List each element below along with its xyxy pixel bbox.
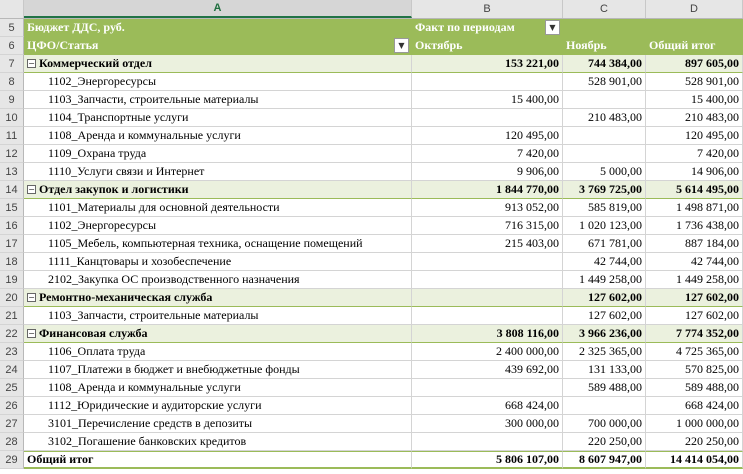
value-cell-b[interactable] <box>412 307 563 325</box>
row-label: 2102_Закупка ОС производственного назначения <box>48 272 300 286</box>
label-cell[interactable] <box>24 433 412 451</box>
value-cell-c[interactable]: 2 325 365,00 <box>563 343 646 361</box>
value-cell-c[interactable]: 744 384,00 <box>563 55 646 73</box>
pivot-header-row <box>0 37 743 55</box>
label-cell[interactable] <box>24 361 412 379</box>
columns-field-label: Факт по периодам <box>415 20 515 34</box>
value-cell-b[interactable] <box>412 109 563 127</box>
row-number[interactable]: 9 <box>0 91 24 109</box>
value-cell-b[interactable] <box>412 379 563 397</box>
row-label: 1105_Мебель, компьютерная техника, оснащение помещений <box>48 236 363 250</box>
value-cell-b[interactable]: 2 400 000,00 <box>412 343 563 361</box>
label-cell[interactable] <box>24 199 412 217</box>
row-number[interactable]: 21 <box>0 307 24 325</box>
value-cell-d[interactable]: 1 736 438,00 <box>646 217 743 235</box>
row-number[interactable]: 29 <box>0 451 24 469</box>
value-cell-b[interactable]: 439 692,00 <box>412 361 563 379</box>
row-label: 1110_Услуги связи и Интернет <box>48 164 205 178</box>
columns-filter-dropdown[interactable] <box>545 20 560 35</box>
grand-total-label: Общий итог <box>649 38 716 52</box>
row-number[interactable]: 20 <box>0 289 24 307</box>
value-cell-b[interactable] <box>412 73 563 91</box>
period-header-cell[interactable] <box>412 37 563 55</box>
table-row <box>0 217 743 235</box>
value-cell-b[interactable]: 3 808 116,00 <box>412 325 563 343</box>
table-row <box>0 235 743 253</box>
row-number[interactable]: 19 <box>0 271 24 289</box>
value-cell-d[interactable]: 7 774 352,00 <box>646 325 743 343</box>
value-cell-c[interactable]: 220 250,00 <box>563 433 646 451</box>
value-cell-c[interactable] <box>563 127 646 145</box>
value-cell-d[interactable]: 570 825,00 <box>646 361 743 379</box>
label-cell[interactable] <box>24 109 412 127</box>
rows-field-label: ЦФО/Статья <box>27 38 99 52</box>
value-cell-d[interactable]: 42 744,00 <box>646 253 743 271</box>
table-row <box>0 307 743 325</box>
value-cell-c[interactable]: 3 966 236,00 <box>563 325 646 343</box>
label-cell[interactable] <box>24 325 412 343</box>
row-number[interactable]: 12 <box>0 145 24 163</box>
row-number[interactable]: 23 <box>0 343 24 361</box>
table-row <box>0 343 743 361</box>
value-cell-b[interactable] <box>412 433 563 451</box>
value-cell-d[interactable]: 210 483,00 <box>646 109 743 127</box>
value-cell-b[interactable]: 120 495,00 <box>412 127 563 145</box>
value-cell-c[interactable]: 127 602,00 <box>563 289 646 307</box>
label-cell[interactable] <box>24 451 412 469</box>
label-cell[interactable] <box>24 55 412 73</box>
row-number[interactable]: 15 <box>0 199 24 217</box>
value-cell-d[interactable]: 14 414 054,00 <box>646 451 743 469</box>
label-cell[interactable] <box>24 91 412 109</box>
collapse-icon[interactable]: − <box>28 185 35 194</box>
label-cell[interactable] <box>24 379 412 397</box>
value-cell-d[interactable]: 220 250,00 <box>646 433 743 451</box>
group-row <box>0 325 743 343</box>
value-cell-b[interactable]: 215 403,00 <box>412 235 563 253</box>
row-number[interactable]: 25 <box>0 379 24 397</box>
row-label: Отдел закупок и логистики <box>39 182 189 196</box>
label-cell[interactable] <box>24 253 412 271</box>
select-all-corner[interactable] <box>0 0 24 18</box>
table-row <box>0 145 743 163</box>
row-number[interactable]: 11 <box>0 127 24 145</box>
value-cell-d[interactable]: 897 605,00 <box>646 55 743 73</box>
row-label: 1102_Энергоресурсы <box>48 74 157 88</box>
table-row <box>0 253 743 271</box>
table-row <box>0 199 743 217</box>
row-number[interactable]: 24 <box>0 361 24 379</box>
value-cell-d[interactable]: 5 614 495,00 <box>646 181 743 199</box>
table-row <box>0 271 743 289</box>
period-header-cell[interactable] <box>563 37 646 55</box>
value-cell-c[interactable]: 671 781,00 <box>563 235 646 253</box>
label-cell[interactable] <box>24 289 412 307</box>
value-cell-d[interactable]: 1 498 871,00 <box>646 199 743 217</box>
table-row <box>0 379 743 397</box>
value-cell-c[interactable]: 127 602,00 <box>563 307 646 325</box>
grand-total-row <box>0 451 743 469</box>
row-number[interactable]: 13 <box>0 163 24 181</box>
value-cell-b[interactable]: 913 052,00 <box>412 199 563 217</box>
row-label: 1108_Аренда и коммунальные услуги <box>48 128 241 142</box>
row-label: 1103_Запчасти, строительные материалы <box>48 308 259 322</box>
row-label: 1103_Запчасти, строительные материалы <box>48 92 259 106</box>
row-number[interactable]: 22 <box>0 325 24 343</box>
row-number[interactable]: 17 <box>0 235 24 253</box>
table-row <box>0 163 743 181</box>
value-cell-d[interactable]: 4 725 365,00 <box>646 343 743 361</box>
value-cell-b[interactable]: 716 315,00 <box>412 217 563 235</box>
value-cell-c[interactable]: 589 488,00 <box>563 379 646 397</box>
pivot-title-cell[interactable] <box>24 19 412 37</box>
value-cell-d[interactable]: 1 449 258,00 <box>646 271 743 289</box>
value-cell-b[interactable]: 5 806 107,00 <box>412 451 563 469</box>
value-cell-c[interactable]: 700 000,00 <box>563 415 646 433</box>
row-number[interactable]: 5 <box>0 19 24 37</box>
header-cell[interactable] <box>563 19 646 37</box>
table-row <box>0 109 743 127</box>
period-label: Октябрь <box>415 38 463 52</box>
value-cell-c[interactable] <box>563 145 646 163</box>
value-cell-c[interactable]: 210 483,00 <box>563 109 646 127</box>
group-row <box>0 181 743 199</box>
row-label: Ремонтно-механическая служба <box>39 290 213 304</box>
row-number[interactable]: 28 <box>0 433 24 451</box>
label-cell[interactable] <box>24 343 412 361</box>
value-cell-b[interactable]: 7 420,00 <box>412 145 563 163</box>
value-cell-b[interactable]: 9 906,00 <box>412 163 563 181</box>
value-cell-c[interactable]: 528 901,00 <box>563 73 646 91</box>
value-cell-d[interactable]: 120 495,00 <box>646 127 743 145</box>
value-cell-d[interactable]: 589 488,00 <box>646 379 743 397</box>
value-cell-b[interactable] <box>412 253 563 271</box>
value-cell-c[interactable]: 585 819,00 <box>563 199 646 217</box>
chevron-down-icon: ▼ <box>398 41 405 50</box>
label-cell[interactable] <box>24 73 412 91</box>
collapse-icon[interactable]: − <box>28 329 35 338</box>
column-headers <box>0 0 743 19</box>
columns-field-cell[interactable] <box>412 19 563 37</box>
header-cell[interactable] <box>646 19 743 37</box>
pivot-header-row <box>0 19 743 37</box>
row-number[interactable]: 14 <box>0 181 24 199</box>
value-cell-c[interactable]: 131 133,00 <box>563 361 646 379</box>
value-cell-c[interactable]: 42 744,00 <box>563 253 646 271</box>
rows-filter-dropdown[interactable] <box>394 38 409 53</box>
value-cell-c[interactable]: 1 449 258,00 <box>563 271 646 289</box>
collapse-icon[interactable]: − <box>28 59 35 68</box>
label-cell[interactable] <box>24 307 412 325</box>
group-row <box>0 289 743 307</box>
row-label: Общий итог <box>27 452 94 466</box>
value-cell-b[interactable]: 153 221,00 <box>412 55 563 73</box>
value-cell-d[interactable]: 1 000 000,00 <box>646 415 743 433</box>
table-row <box>0 127 743 145</box>
row-label: Коммерческий отдел <box>39 56 152 70</box>
label-cell[interactable] <box>24 397 412 415</box>
value-cell-d[interactable]: 528 901,00 <box>646 73 743 91</box>
row-label: 1107_Платежи в бюджет и внебюджетные фонды <box>48 362 300 376</box>
row-label: 1111_Канцтовары и хозобеспечение <box>48 254 232 268</box>
row-label: 3102_Погашение банковских кредитов <box>48 434 247 448</box>
value-cell-d[interactable]: 7 420,00 <box>646 145 743 163</box>
row-number[interactable]: 10 <box>0 109 24 127</box>
value-cell-c[interactable] <box>563 397 646 415</box>
value-cell-d[interactable]: 887 184,00 <box>646 235 743 253</box>
value-cell-b[interactable] <box>412 289 563 307</box>
row-label: 1102_Энергоресурсы <box>48 218 157 232</box>
label-cell[interactable] <box>24 145 412 163</box>
value-cell-b[interactable]: 15 400,00 <box>412 91 563 109</box>
label-cell[interactable] <box>24 217 412 235</box>
row-number[interactable]: 6 <box>0 37 24 55</box>
value-cell-b[interactable]: 668 424,00 <box>412 397 563 415</box>
value-cell-b[interactable] <box>412 271 563 289</box>
row-label: 1112_Юридические и аудиторские услуги <box>48 398 262 412</box>
row-label: 3101_Перечисление средств в депозиты <box>48 416 253 430</box>
value-cell-d[interactable]: 127 602,00 <box>646 307 743 325</box>
label-cell[interactable] <box>24 235 412 253</box>
table-row <box>0 397 743 415</box>
value-cell-b[interactable]: 1 844 770,00 <box>412 181 563 199</box>
label-cell[interactable] <box>24 163 412 181</box>
row-label: 1108_Аренда и коммунальные услуги <box>48 380 241 394</box>
table-row <box>0 415 743 433</box>
column-header-c[interactable]: C <box>563 0 646 18</box>
row-number[interactable]: 26 <box>0 397 24 415</box>
label-cell[interactable] <box>24 415 412 433</box>
value-cell-c[interactable]: 8 607 947,00 <box>563 451 646 469</box>
rows-field-cell[interactable] <box>24 37 412 55</box>
row-label: Финансовая служба <box>39 326 148 340</box>
value-cell-c[interactable]: 1 020 123,00 <box>563 217 646 235</box>
row-label: 1109_Охрана труда <box>48 146 147 160</box>
period-label: Ноябрь <box>566 38 607 52</box>
table-row <box>0 433 743 451</box>
value-cell-d[interactable]: 127 602,00 <box>646 289 743 307</box>
row-label: 1104_Транспортные услуги <box>48 110 189 124</box>
row-number[interactable]: 16 <box>0 217 24 235</box>
value-cell-b[interactable]: 300 000,00 <box>412 415 563 433</box>
row-label: 1101_Материалы для основной деятельности <box>48 200 280 214</box>
value-cell-c[interactable]: 5 000,00 <box>563 163 646 181</box>
table-row <box>0 73 743 91</box>
chevron-down-icon: ▼ <box>549 23 556 32</box>
row-number[interactable]: 8 <box>0 73 24 91</box>
table-row <box>0 361 743 379</box>
value-cell-c[interactable] <box>563 91 646 109</box>
label-cell[interactable] <box>24 181 412 199</box>
table-row <box>0 91 743 109</box>
column-header-a[interactable]: A <box>24 0 412 18</box>
label-cell[interactable] <box>24 271 412 289</box>
value-cell-d[interactable]: 14 906,00 <box>646 163 743 181</box>
column-header-d[interactable]: D <box>646 0 743 18</box>
pivot-title: Бюджет ДДС, руб. <box>27 20 125 34</box>
grand-total-header-cell[interactable] <box>646 37 743 55</box>
row-number[interactable]: 7 <box>0 55 24 73</box>
value-cell-d[interactable]: 15 400,00 <box>646 91 743 109</box>
column-header-b[interactable]: B <box>412 0 563 18</box>
label-cell[interactable] <box>24 127 412 145</box>
collapse-icon[interactable]: − <box>28 293 35 302</box>
row-label: 1106_Оплата труда <box>48 344 146 358</box>
group-row <box>0 55 743 73</box>
value-cell-c[interactable]: 3 769 725,00 <box>563 181 646 199</box>
row-number[interactable]: 18 <box>0 253 24 271</box>
value-cell-d[interactable]: 668 424,00 <box>646 397 743 415</box>
row-number[interactable]: 27 <box>0 415 24 433</box>
